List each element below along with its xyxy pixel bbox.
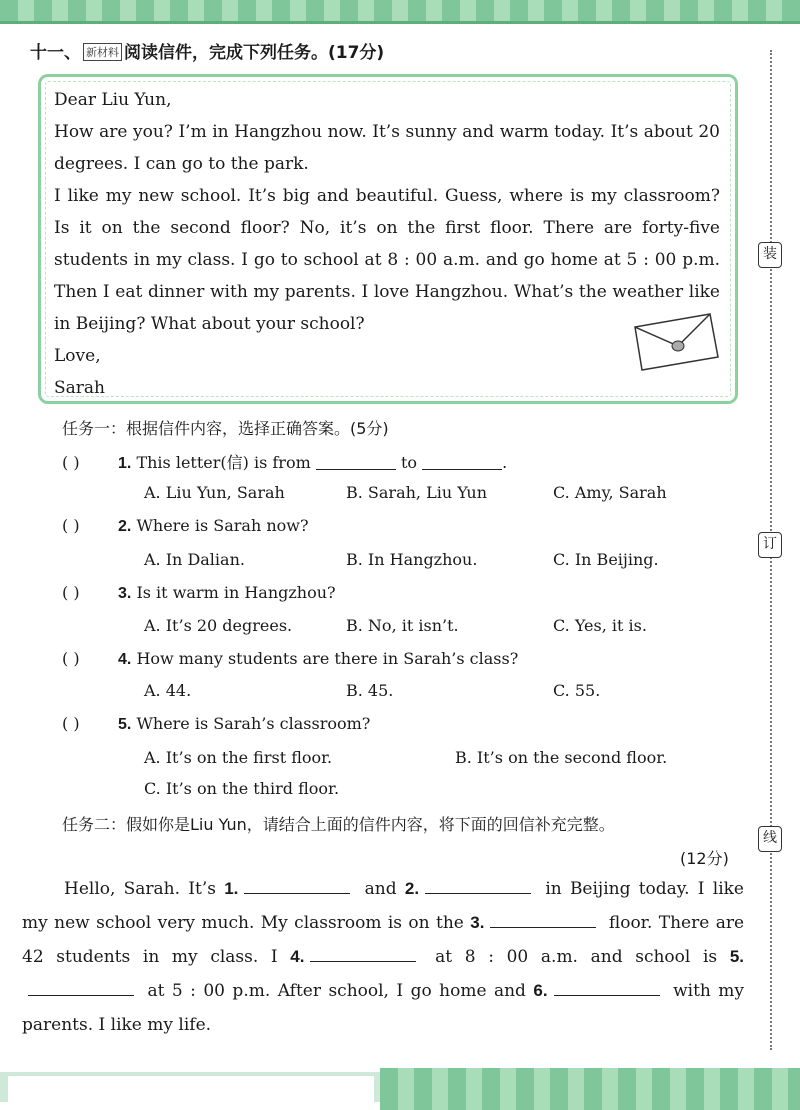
option-c[interactable]: C. Amy, Sarah (553, 483, 667, 502)
answer-paren[interactable]: ( ) (62, 516, 80, 535)
reply-blank-6[interactable] (554, 995, 660, 996)
question-4: ( ) 4. How many students are there in Sarah’s class? (62, 649, 519, 668)
question-1: ( ) 1. This letter(信) is from to . (62, 453, 508, 472)
option-a[interactable]: A. It’s on the first floor. (144, 748, 333, 767)
reply-blank-1[interactable] (244, 893, 350, 894)
section-title: 阅读信件，完成下列任务。(17分) (124, 43, 385, 63)
question-5: ( ) 5. Where is Sarah’s classroom? (62, 714, 371, 733)
letter-closing: Love, (54, 346, 101, 366)
section-tag: 新材料 (83, 43, 122, 61)
option-b[interactable]: B. In Hangzhou. (346, 550, 478, 569)
option-a[interactable]: A. Liu Yun, Sarah (144, 483, 285, 502)
reply-blank-5[interactable] (28, 995, 134, 996)
binding-mark-1: 装 (758, 242, 782, 268)
bottom-decorative-border (380, 1068, 800, 1110)
section-number: 十一、 (30, 43, 81, 63)
task2-score: (12分) (680, 849, 729, 868)
answer-paren[interactable]: ( ) (62, 453, 80, 472)
option-b[interactable]: B. 45. (346, 681, 394, 700)
option-c[interactable]: C. Yes, it is. (553, 616, 647, 635)
blank[interactable] (422, 469, 502, 470)
section-heading (30, 38, 384, 63)
task2-title: 任务二：假如你是Liu Yun，请结合上面的信件内容，将下面的回信补充完整。 (62, 815, 615, 834)
option-a[interactable]: A. It’s 20 degrees. (144, 616, 293, 635)
option-b[interactable]: B. It’s on the second floor. (455, 748, 668, 767)
task1-title: 任务一：根据信件内容，选择正确答案。(5分) (62, 419, 389, 438)
reply-blank-3[interactable] (490, 927, 596, 928)
reply-blank-4[interactable] (310, 961, 416, 962)
top-decorative-border (0, 0, 800, 24)
option-a[interactable]: A. 44. (144, 681, 192, 700)
reply-blank-2[interactable] (425, 893, 531, 894)
letter-signature: Sarah (54, 378, 105, 398)
option-c[interactable]: C. 55. (553, 681, 601, 700)
binding-mark-3: 线 (758, 826, 782, 852)
option-c[interactable]: C. In Beijing. (553, 550, 659, 569)
envelope-icon (630, 312, 720, 372)
letter-paragraph: I like my new school. It’s big and beautiful. Guess, where is my classroom? Is it on the second floor? No, it’s on the first floor. There are forty-five students in my class. I go to school at 8 : 00 a.m. and go home at 5 : 00 p.m. Then I eat dinner with my parents. I love Hangzhou. What’s the weather like in Beijing? What about your school? (54, 186, 720, 334)
option-b[interactable]: B. Sarah, Liu Yun (346, 483, 488, 502)
bottom-white-area (8, 1076, 374, 1110)
option-a[interactable]: A. In Dalian. (144, 550, 245, 569)
option-b[interactable]: B. No, it isn’t. (346, 616, 459, 635)
answer-paren[interactable]: ( ) (62, 714, 80, 733)
blank[interactable] (316, 469, 396, 470)
letter-greeting: Dear Liu Yun, (54, 90, 172, 110)
question-3: ( ) 3. Is it warm in Hangzhou? (62, 583, 336, 602)
letter-paragraph: How are you? I’m in Hangzhou now. It’s sunny and warm today. It’s about 20 degrees. I can go to the park. (54, 122, 720, 174)
option-c[interactable]: C. It’s on the third floor. (144, 779, 340, 798)
question-2: ( ) 2. Where is Sarah now? (62, 516, 309, 535)
answer-paren[interactable]: ( ) (62, 649, 80, 668)
letter-body (54, 84, 720, 404)
binding-mark-2: 订 (758, 532, 782, 558)
answer-paren[interactable]: ( ) (62, 583, 80, 602)
reply-letter: Hello, Sarah. It’s 1. and 2. in Beijing today. I like my new school very much. My classroom is on the 3. floor. There are 42 students in my class. I 4. at 8 : 00 a.m. and school is 5. at 5 : 00 p.m. After school, I go home and 6. with my parents. I like my life. (22, 879, 745, 1035)
